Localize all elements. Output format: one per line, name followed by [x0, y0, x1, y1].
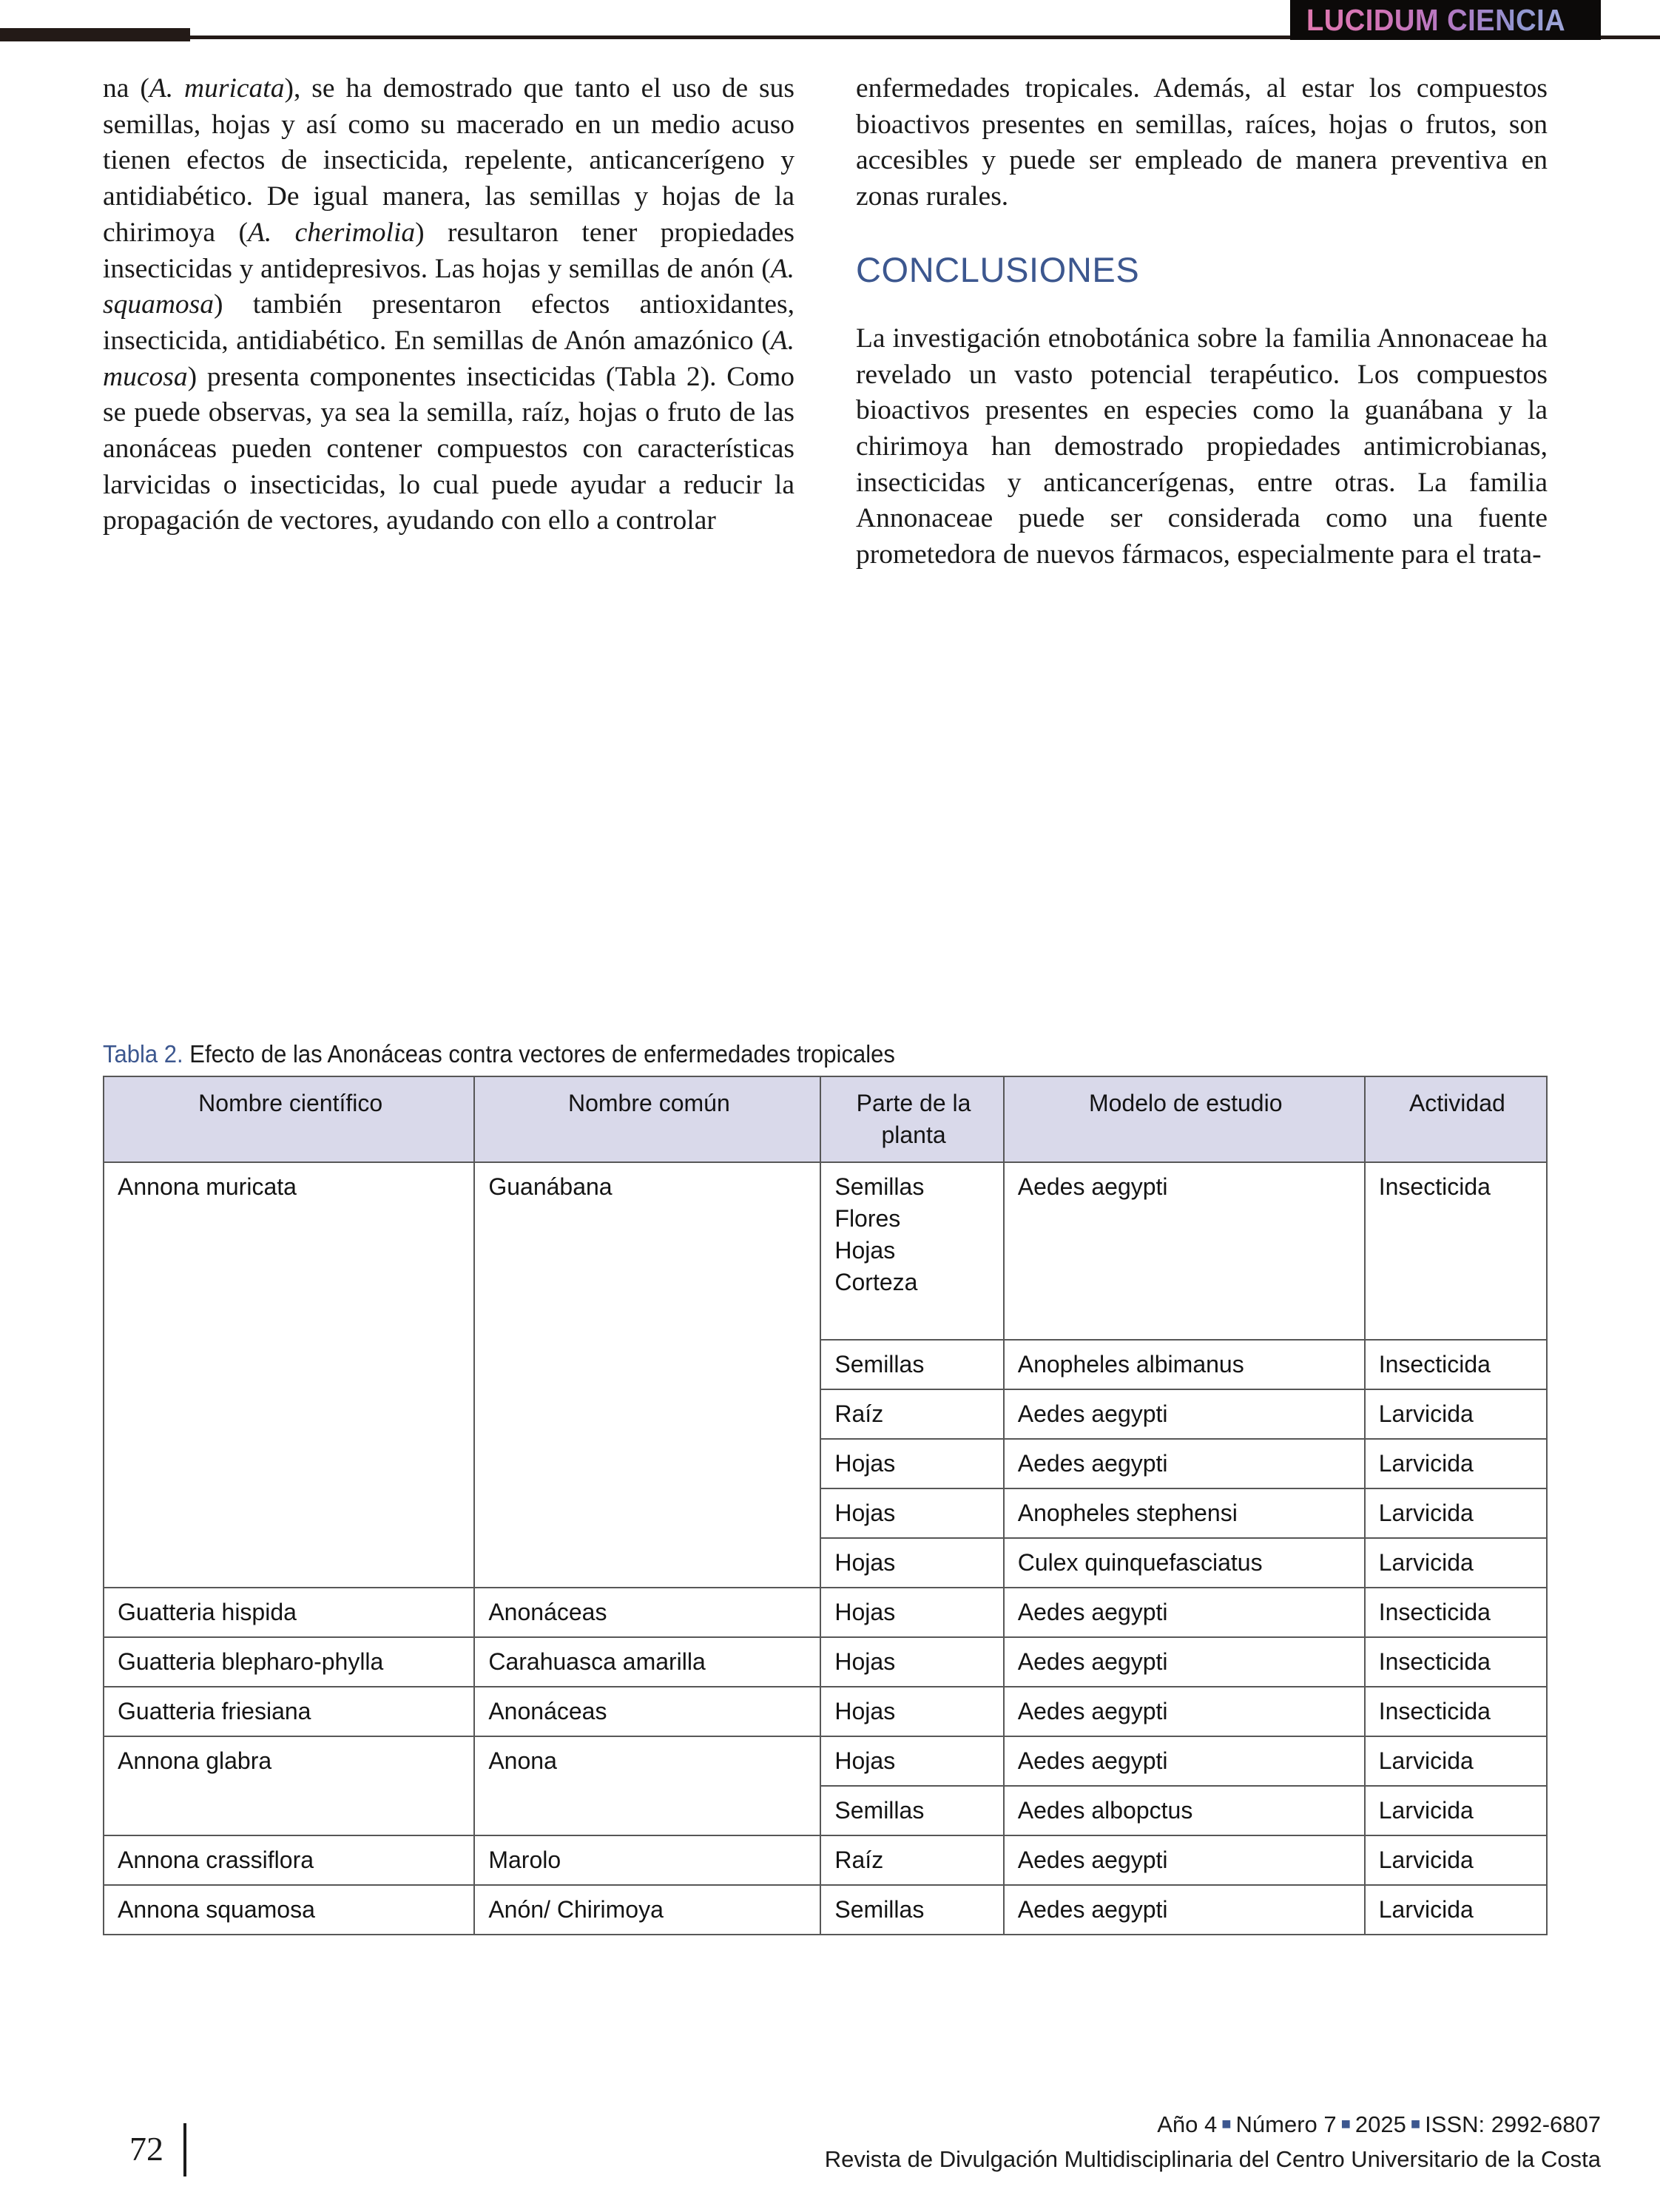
bullet-square-icon: ■ — [1410, 2114, 1421, 2133]
cell-study-model: Anopheles albimanus — [1004, 1340, 1365, 1389]
footer-imprint — [825, 2106, 1601, 2176]
table-row — [104, 1736, 1547, 1786]
cell-plant-part: Raíz — [820, 1389, 1003, 1439]
cell-activity: Larvicida — [1365, 1538, 1547, 1588]
table-header-row — [104, 1076, 1547, 1162]
plant-part-line: Semillas — [834, 1173, 925, 1200]
cell-activity: Larvicida — [1365, 1835, 1547, 1885]
footer-date: 2025 — [1354, 2111, 1406, 2137]
cell-plant-part: Raíz — [820, 1835, 1003, 1885]
table-row — [104, 1835, 1547, 1885]
page-number: 72 — [129, 2130, 163, 2168]
cell-plant-part: Hojas — [820, 1637, 1003, 1687]
cell-plant-part: Hojas — [820, 1488, 1003, 1538]
column-header-modelo-de-estudio: Modelo de estudio — [1004, 1076, 1365, 1162]
right-column — [856, 71, 1548, 573]
species-a-mucosa: A. mucosa — [103, 325, 794, 392]
cell-activity: Larvicida — [1365, 1885, 1547, 1935]
table-caption-text: Efecto de las Anonáceas contra vectores de enfermedades tropicales — [189, 1040, 895, 1068]
column-header-actividad: Actividad — [1365, 1076, 1547, 1162]
cell-common-name: Marolo — [474, 1835, 820, 1885]
para-frag-i: ) presenta componentes insecticidas (Tabla 2). Como se puede observas, ya sea la semilla, raíz, hojas o fruto de las anonáceas pueden contener compuestos con características larvicidas o insecticidas, lo cual puede ayudar a reducir la propagación de vectores, ayudando con ello a controlar — [103, 361, 794, 536]
cell-plant-part: Semillas — [820, 1786, 1003, 1835]
cell-study-model: Aedes aegypti — [1004, 1162, 1365, 1340]
table-row — [104, 1637, 1547, 1687]
journal-brand-badge — [1290, 0, 1601, 40]
footer-year: Año 4 — [1157, 2111, 1218, 2137]
footer-line-journal: Revista de Divulgación Multidisciplinaria del Centro Universitario de la Costa — [824, 2146, 1601, 2172]
cell-plant-part: Hojas — [820, 1439, 1003, 1488]
table-row — [104, 1885, 1547, 1935]
cell-activity: Insecticida — [1365, 1340, 1547, 1389]
cell-activity: Larvicida — [1365, 1439, 1547, 1488]
cell-common-name: Anonáceas — [474, 1687, 820, 1736]
cell-activity: Insecticida — [1365, 1162, 1547, 1340]
cell-activity: Larvicida — [1365, 1488, 1547, 1538]
plant-part-line: Hojas — [834, 1237, 896, 1264]
cell-common-name: Anona — [474, 1736, 820, 1835]
table-row — [104, 1687, 1547, 1736]
cell-plant-part: Semillas — [820, 1885, 1003, 1935]
column-header-nombre-cientifico: Nombre científico — [104, 1076, 474, 1162]
table-anonaceas-vectores — [103, 1076, 1548, 1935]
cell-scientific-name: Annona glabra — [104, 1736, 474, 1835]
article-columns — [103, 71, 1548, 573]
masthead-thick-rule — [0, 28, 190, 41]
para-frag-a: na ( — [103, 73, 149, 104]
para-frag-g: ) también presentaron efectos antioxidantes, insecticida, antidiabético. En semillas de Anón amazónico ( — [103, 289, 794, 356]
cell-study-model: Aedes aegypti — [1004, 1389, 1365, 1439]
cell-study-model: Aedes aegypti — [1004, 1687, 1365, 1736]
table-block — [103, 1039, 1548, 1935]
cell-activity: Insecticida — [1365, 1637, 1547, 1687]
page-footer — [0, 2071, 1660, 2212]
column-header-parte-line2: planta — [881, 1122, 946, 1148]
species-a-cherimolia: A. cherimolia — [247, 217, 416, 248]
page-number-divider — [183, 2123, 186, 2176]
cell-activity: Insecticida — [1365, 1687, 1547, 1736]
cell-plant-part — [820, 1162, 1003, 1340]
cell-study-model: Culex quinquefasciatus — [1004, 1538, 1365, 1588]
cell-study-model: Aedes aegypti — [1004, 1736, 1365, 1786]
table-row — [104, 1588, 1547, 1637]
cell-scientific-name: Annona crassiflora — [104, 1835, 474, 1885]
species-a-muricata: A. muricata — [149, 73, 285, 104]
right-paragraph-2: La investigación etnobotánica sobre la familia Annonaceae ha revelado un vasto potencial terapéutico. Los compuestos bioactivos presentes en especies como la guanábana y la chirimoya han demostrado propiedades antimicrobianas, insecticidas y anticancerígenas, entre otras. La familia Annonaceae puede ser considerada como una fuente prometedora de nuevos fármacos, especialmente para el trata- — [856, 323, 1548, 570]
cell-activity: Insecticida — [1365, 1588, 1547, 1637]
cell-activity: Larvicida — [1365, 1786, 1547, 1835]
section-heading-conclusiones: CONCLUSIONES — [856, 249, 1140, 289]
page-masthead — [0, 0, 1660, 52]
cell-scientific-name: Guatteria hispida — [104, 1588, 474, 1637]
footer-issue: Número 7 — [1235, 2111, 1337, 2137]
cell-study-model: Aedes albopctus — [1004, 1786, 1365, 1835]
column-header-parte-de-la-planta — [820, 1076, 1003, 1162]
journal-brand-title: LUCIDUM CIENCIA — [1306, 2, 1565, 37]
right-paragraph-1: enfermedades tropicales. Además, al estar los compuestos bioactivos presentes en semillas, raíces, hojas o frutos, son accesibles y puede ser empleado de manera preventiva en zonas rurales. — [856, 73, 1548, 212]
column-header-parte-line1: Parte de la — [856, 1090, 971, 1116]
table-caption — [103, 1039, 1461, 1069]
table-caption-number: Tabla 2. — [103, 1040, 183, 1068]
cell-scientific-name: Annona squamosa — [104, 1885, 474, 1935]
bullet-square-icon: ■ — [1340, 2114, 1351, 2133]
cell-common-name: Anonáceas — [474, 1588, 820, 1637]
cell-plant-part: Hojas — [820, 1538, 1003, 1588]
bullet-square-icon: ■ — [1221, 2114, 1232, 2133]
para-frag-c: ), se ha demostrado que tanto el uso de sus semillas, hojas y así como su macerado en un medio acuso tienen efectos de insecticida, repelente, anticancerígeno y antidiabético. De igual manera, las semillas y hojas de la chirimoya ( — [103, 73, 794, 248]
table-row — [104, 1162, 1547, 1340]
cell-common-name: Anón/ Chirimoya — [474, 1885, 820, 1935]
cell-scientific-name: Guatteria friesiana — [104, 1687, 474, 1736]
species-a-squamosa: A. squamosa — [103, 253, 794, 320]
footer-issn: ISSN: 2992-6807 — [1425, 2111, 1601, 2137]
cell-study-model: Anopheles stephensi — [1004, 1488, 1365, 1538]
cell-study-model: Aedes aegypti — [1004, 1885, 1365, 1935]
cell-study-model: Aedes aegypti — [1004, 1835, 1365, 1885]
cell-scientific-name: Guatteria blepharo-phylla — [104, 1637, 474, 1687]
cell-common-name: Guanábana — [474, 1162, 820, 1588]
cell-study-model: Aedes aegypti — [1004, 1439, 1365, 1488]
cell-common-name: Carahuasca amarilla — [474, 1637, 820, 1687]
cell-study-model: Aedes aegypti — [1004, 1637, 1365, 1687]
cell-plant-part: Hojas — [820, 1588, 1003, 1637]
cell-activity: Larvicida — [1365, 1389, 1547, 1439]
plant-part-line: Corteza — [834, 1269, 918, 1295]
left-paragraph-1 — [103, 71, 794, 539]
plant-part-line: Flores — [834, 1205, 901, 1232]
left-column — [103, 71, 794, 573]
cell-plant-part: Hojas — [820, 1736, 1003, 1786]
cell-activity: Larvicida — [1365, 1736, 1547, 1786]
footer-line-issue — [825, 2106, 1601, 2142]
column-header-nombre-comun: Nombre común — [474, 1076, 820, 1162]
cell-plant-part: Hojas — [820, 1687, 1003, 1736]
cell-plant-part: Semillas — [820, 1340, 1003, 1389]
cell-study-model: Aedes aegypti — [1004, 1588, 1365, 1637]
cell-scientific-name: Annona muricata — [104, 1162, 474, 1588]
para-frag-e: ) resultaron tener propiedades insecticidas y antidepresivos. Las hojas y semillas de anón ( — [103, 217, 794, 284]
